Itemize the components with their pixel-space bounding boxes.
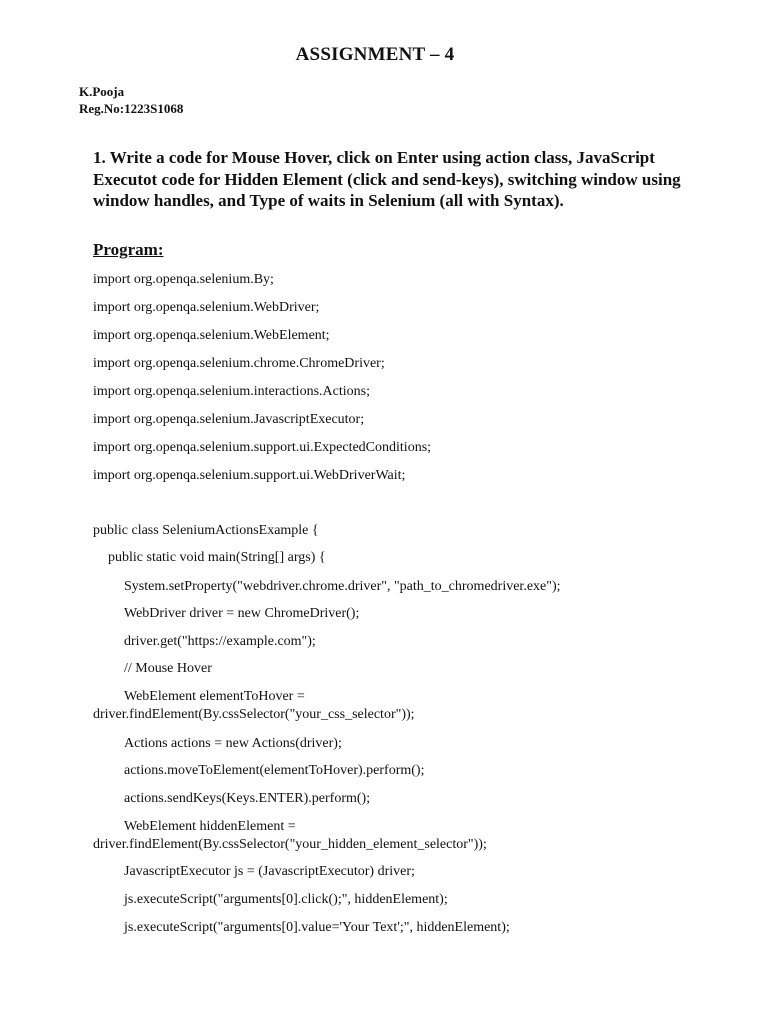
registration-number: Reg.No:1223S1068: [79, 101, 184, 116]
code-line: actions.sendKeys(Keys.ENTER).perform();: [124, 791, 371, 806]
code-line: WebDriver driver = new ChromeDriver();: [124, 606, 360, 621]
code-line: driver.findElement(By.cssSelector("your_hidden_element_selector"));: [93, 837, 487, 852]
code-line: js.executeScript("arguments[0].value='Your Text';", hiddenElement);: [124, 920, 510, 935]
code-line: import org.openqa.selenium.By;: [93, 272, 274, 287]
code-line: import org.openqa.selenium.support.ui.WebDriverWait;: [93, 468, 406, 483]
program-heading: Program:: [93, 240, 164, 259]
code-line: import org.openqa.selenium.JavascriptExecutor;: [93, 412, 365, 427]
code-line: import org.openqa.selenium.chrome.ChromeDriver;: [93, 356, 385, 371]
assignment-title: ASSIGNMENT – 4: [295, 44, 455, 65]
code-line: import org.openqa.selenium.WebElement;: [93, 328, 330, 343]
code-line: driver.get("https://example.com");: [124, 634, 316, 649]
code-line: WebElement hiddenElement =: [124, 819, 296, 834]
code-line: actions.moveToElement(elementToHover).perform();: [124, 763, 425, 778]
question-text: 1. Write a code for Mouse Hover, click on Enter using action class, JavaScript Executot code for Hidden Element (click and send-keys), switching window using window handles, and Type of waits in Selenium (all with Syntax).: [93, 148, 681, 210]
code-line: Actions actions = new Actions(driver);: [124, 736, 342, 751]
code-line: driver.findElement(By.cssSelector("your_css_selector"));: [93, 707, 415, 722]
code-line: WebElement elementToHover =: [124, 689, 305, 704]
code-line: js.executeScript("arguments[0].click();", hiddenElement);: [124, 892, 448, 907]
code-line: import org.openqa.selenium.WebDriver;: [93, 300, 320, 315]
code-line: import org.openqa.selenium.support.ui.ExpectedConditions;: [93, 440, 432, 455]
code-line: // Mouse Hover: [124, 661, 212, 676]
code-line: public static void main(String[] args) {: [108, 550, 326, 565]
code-line: JavascriptExecutor js = (JavascriptExecutor) driver;: [124, 864, 415, 879]
code-line: System.setProperty("webdriver.chrome.driver", "path_to_chromedriver.exe");: [124, 579, 561, 594]
author-block: [79, 83, 183, 117]
author-name: K.Pooja: [79, 84, 125, 99]
code-line: public class SeleniumActionsExample {: [93, 523, 319, 538]
code-line: import org.openqa.selenium.interactions.Actions;: [93, 384, 370, 399]
